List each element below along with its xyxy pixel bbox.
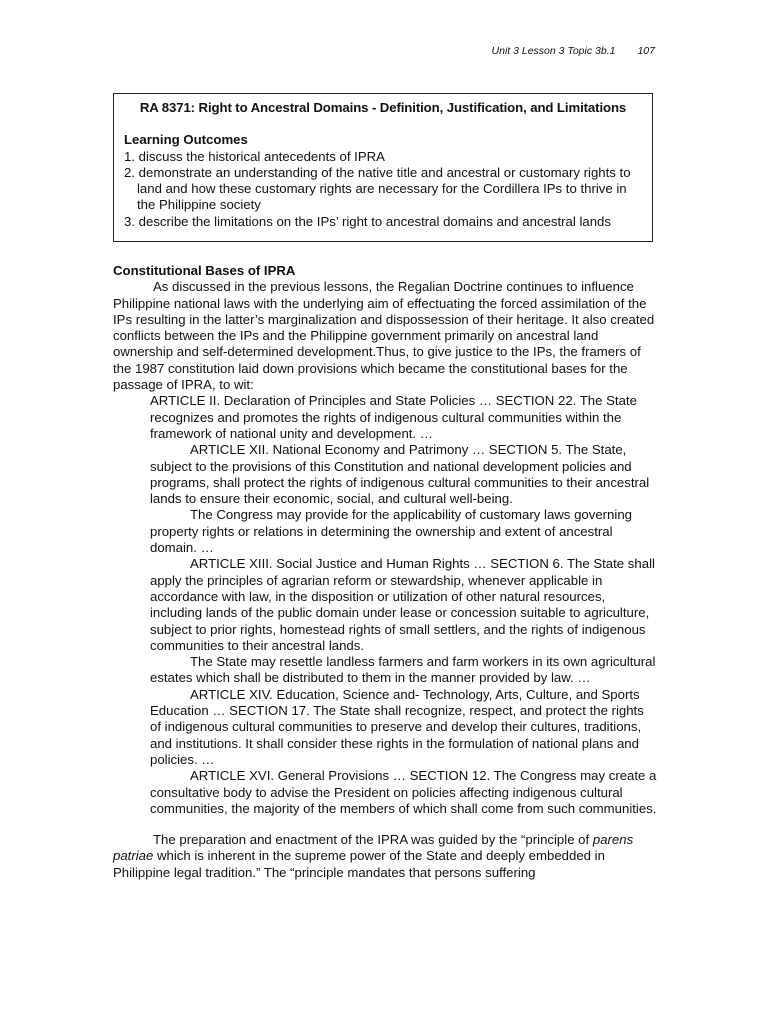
article-xiii-quote: ARTICLE XIII. Social Justice and Human Rights … SECTION 6. The State shall apply the principles of agrarian reform or stewardship, whenever applicable in accordance with law, in the disposition or utilization of other natural resources, including lands of the public domain under lease or concession suitable to agriculture, subject to prior rights, homestead rights of small settlers, and the rights of indigenous communities to their ancestral lands. — [150, 556, 655, 653]
intro-paragraph: As discussed in the previous lessons, the Regalian Doctrine continues to influence Philippine national laws with the underlying aim of effectuating the forced assimilation of the IPs resulting in the latter’s marginalization and dispossession of their heritage. It also created conflicts between the IPs and the Philippine government primarily on ancestral land ownership and self-determined development.Thus, to give justice to the IPs, the framers of the 1987 constitution laid down provisions which became the constitutional bases for the passage of IPRA, to wit: — [113, 279, 655, 393]
running-header — [492, 45, 655, 57]
learning-outcomes-box — [113, 93, 653, 242]
article-xvi-quote: ARTICLE XVI. General Provisions … SECTION 12. The Congress may create a consultative body to advise the President on policies affecting indigenous cultural communities, the majority of the members of which shall come from such communities. — [150, 768, 657, 816]
learning-outcome-item: 2. demonstrate an understanding of the native title and ancestral or customary rights to land and how these customary rights are necessary for the Cordillera IPs to thrive in the Philippine society — [124, 164, 631, 213]
parens-patriae-paragraph — [113, 832, 658, 881]
article-xiii-resettle-quote: The State may resettle landless farmers and farm workers in its own agricultural estates which shall be distributed to them in the manner provided by law. … — [150, 654, 656, 686]
article-xii-congress-quote: The Congress may provide for the applicability of customary laws governing property rights or relations in determining the ownership and extent of ancestral domain. … — [150, 507, 632, 556]
parens-patriae-term: parens patriae — [113, 832, 634, 864]
article-xii-quote: ARTICLE XII. National Economy and Patrimony … SECTION 5. The State, subject to the provisions of this Constitution and national development policies and programs, shall protect the rights of indigenous cultural communities to their ancestral lands to ensure their economic, social, and cultural well-being. — [150, 442, 650, 507]
page-number: 107 — [637, 45, 655, 57]
paragraph-spacer — [113, 817, 658, 832]
final-paragraph-end: which is inherent in the supreme power of the State and deeply embedded in Philippine legal tradition.” The “principle mandates that persons suffering — [113, 848, 605, 880]
lesson-title: RA 8371: Right to Ancestral Domains - Definition, Justification, and Limitations — [139, 100, 627, 115]
article-xiv-quote: ARTICLE XIV. Education, Science and- Technology, Arts, Culture, and Sports Education … SECTION 17. The State shall recognize, respect, and protect the rights of indigenous cultural communities to preserve and develop their cultures, traditions, and institutions. It shall consider these rights in the formulation of national plans and policies. … — [150, 686, 644, 767]
learning-outcomes-heading: Learning Outcomes — [124, 132, 248, 148]
section-heading: Constitutional Bases of IPRA — [113, 263, 296, 278]
article-ii-quote: ARTICLE II. Declaration of Principles and State Policies … SECTION 22. The State recognizes and promotes the rights of indigenous cultural communities within the framework of national unity and development. … — [150, 393, 637, 441]
learning-outcome-item: 3. describe the limitations on the IPs’ right to ancestral domains and ancestral lands — [124, 213, 611, 229]
main-content — [113, 263, 658, 881]
learning-outcome-item: 1. discuss the historical antecedents of IPRA — [124, 148, 385, 164]
article-quote-block — [150, 393, 658, 817]
final-paragraph-start: The preparation and enactment of the IPRA was guided by the “principle of — [153, 832, 593, 848]
running-title: Unit 3 Lesson 3 Topic 3b.1 — [491, 45, 616, 57]
